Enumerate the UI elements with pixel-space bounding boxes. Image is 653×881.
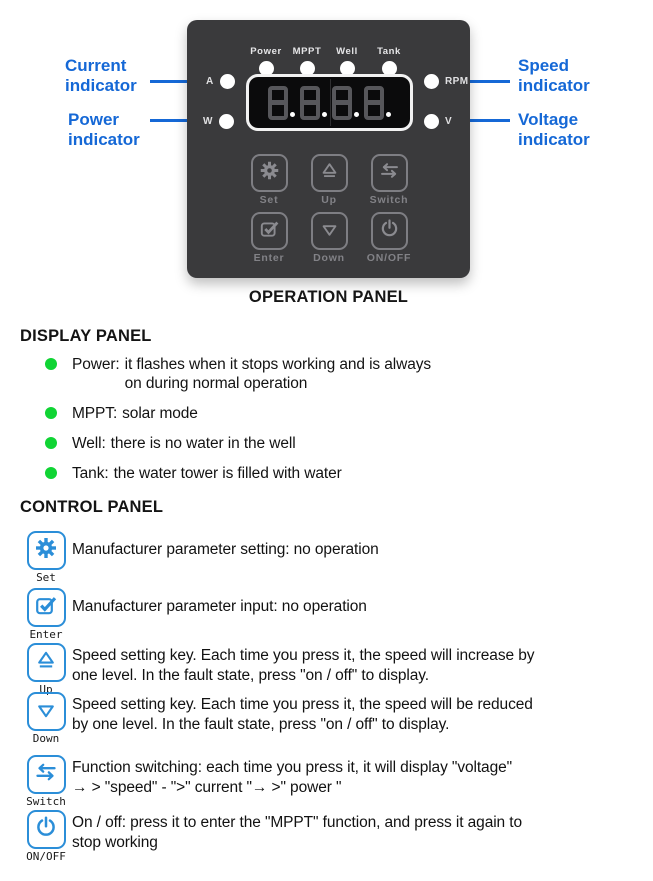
callout-line2: indicator (518, 130, 590, 149)
control-row-up (20, 643, 534, 696)
icon-column (20, 643, 72, 696)
control-row-enter (20, 588, 367, 641)
rpm-indicator (424, 74, 468, 89)
row-text: Manufacturer parameter input: no operation (72, 598, 367, 615)
power-icon (379, 218, 400, 244)
callout-line1: Voltage (518, 110, 579, 129)
icon-label: ON/OFF (26, 850, 66, 863)
led-label: Well (336, 46, 358, 57)
icon-column (20, 588, 72, 641)
device-button-cell (359, 154, 419, 212)
led-label: Tank (377, 46, 401, 57)
up-icon-box (27, 643, 66, 682)
callout-line1: Speed (518, 56, 570, 75)
device-button-label: Enter (253, 252, 285, 264)
callout-line1: Current (65, 56, 127, 75)
switch-arrows-icon (379, 160, 400, 186)
device-button-label: ON/OFF (366, 252, 412, 264)
led-label: Power (250, 46, 282, 57)
operation-panel-device (187, 20, 470, 278)
amp-label: A (206, 76, 214, 87)
bullet-dot (45, 437, 57, 449)
device-button-grid (239, 154, 419, 270)
bullet-item (45, 404, 635, 423)
amp-indicator (206, 74, 235, 89)
rpm-led-lamp (424, 74, 439, 89)
display-digit (364, 86, 391, 120)
bullet-item (45, 355, 635, 393)
switch-arrows-icon (34, 760, 58, 789)
row-text: Speed setting key. Each time you press it, the speed will increase by one level. In the fault state, press "on / off" to display. (72, 647, 535, 684)
control-panel-heading: CONTROL PANEL (20, 498, 164, 516)
digit-8 (268, 86, 288, 120)
row-text: Function switching: each time you press it, it will display "voltage" → > "speed" - ">" current "→ >" power " (72, 759, 513, 796)
display-panel-bullets (45, 355, 635, 494)
volt-label: V (445, 116, 453, 127)
callout-connector-line (150, 80, 188, 83)
callout-voltage-indicator (518, 110, 590, 150)
up-triangle-icon (319, 160, 340, 186)
row-text: Manufacturer parameter setting: no operation (72, 541, 379, 558)
gear-icon (259, 160, 280, 186)
decimal-dot (354, 112, 359, 117)
up-button (311, 154, 348, 192)
display-digit (268, 86, 295, 120)
display-digit (300, 86, 327, 120)
set-button (251, 154, 288, 192)
device-button-cell (359, 212, 419, 270)
digit-8 (332, 86, 352, 120)
down-icon-box (27, 692, 66, 731)
bullet-text: solar mode (122, 405, 198, 422)
power-icon (34, 815, 58, 844)
control-row-set (20, 531, 379, 584)
callout-connector-line (150, 119, 188, 122)
down-triangle-icon (34, 697, 58, 726)
callout-line2: indicator (65, 76, 137, 95)
amp-led-lamp (220, 74, 235, 89)
check-icon (34, 593, 58, 622)
callout-line2: indicator (518, 76, 590, 95)
digit-8 (300, 86, 320, 120)
icon-column (20, 755, 72, 808)
display-digit (332, 86, 359, 120)
watt-label: W (203, 116, 213, 127)
bullet-label: Tank: (72, 465, 109, 482)
bullet-dot (45, 358, 57, 370)
watt-led-lamp (219, 114, 234, 129)
bullet-dot (45, 407, 57, 419)
digit-8 (364, 86, 384, 120)
decimal-dot (322, 112, 327, 117)
enter-button (251, 212, 288, 250)
callout-connector-line (467, 119, 510, 122)
bullet-text: it flashes when it stops working and is always on during normal operation (124, 356, 432, 392)
switch-button (371, 154, 408, 192)
bullet-item (45, 464, 635, 483)
row-text: Speed setting key. Each time you press it, the speed will be reduced by one level. In the fault state, press "on / off" to display. (72, 696, 533, 733)
callout-current-indicator (65, 56, 137, 96)
icon-label: Down (32, 732, 60, 745)
callout-line2: indicator (68, 130, 140, 149)
callout-speed-indicator (518, 56, 590, 96)
icon-label: Set (36, 571, 56, 584)
enter-icon-box (27, 588, 66, 627)
led-label: MPPT (292, 46, 322, 57)
bullet-label: MPPT: (72, 405, 118, 422)
icon-column (20, 810, 72, 863)
gear-icon (34, 536, 58, 565)
device-button-label: Up (321, 194, 337, 206)
control-row-onoff (20, 810, 522, 863)
bullet-dot (45, 467, 57, 479)
switch-icon-box (27, 755, 66, 794)
icon-label: Enter (29, 628, 63, 641)
callout-power-indicator (68, 110, 140, 150)
set-icon-box (27, 531, 66, 570)
control-row-switch (20, 755, 512, 808)
onoff-icon-box (27, 810, 66, 849)
icon-column (20, 692, 72, 745)
volt-led-lamp (424, 114, 439, 129)
device-button-label: Set (259, 194, 279, 206)
up-triangle-icon (34, 648, 58, 677)
callout-connector-line (467, 80, 510, 83)
device-button-label: Down (313, 252, 345, 264)
rpm-label: RPM (445, 76, 469, 87)
callout-line1: Power (68, 110, 120, 129)
down-triangle-icon (319, 218, 340, 244)
bullet-label: Well: (72, 435, 106, 452)
bullet-text: the water tower is filled with water (113, 465, 342, 482)
check-icon (259, 218, 280, 244)
device-button-cell (239, 212, 299, 270)
bullet-text: there is no water in the well (110, 435, 296, 452)
device-button-cell (299, 212, 359, 270)
watt-indicator (203, 114, 234, 129)
bullet-label: Power: (72, 356, 120, 373)
decimal-dot (386, 112, 391, 117)
onoff-button (371, 212, 408, 250)
bullet-item (45, 434, 635, 453)
device-button-cell (239, 154, 299, 212)
seven-segment-display (246, 74, 413, 131)
display-panel-heading: DISPLAY PANEL (20, 327, 152, 345)
down-button (311, 212, 348, 250)
device-button-cell (299, 154, 359, 212)
device-button-label: Switch (369, 194, 409, 206)
icon-label: Up (39, 683, 53, 696)
icon-column (20, 531, 72, 584)
decimal-dot (290, 112, 295, 117)
control-row-down (20, 692, 533, 745)
operation-panel-caption: OPERATION PANEL (248, 288, 409, 306)
icon-label: Switch (26, 795, 66, 808)
volt-indicator (424, 114, 452, 129)
row-text: On / off: press it to enter the "MPPT" function, and press it again to stop working (72, 814, 523, 851)
